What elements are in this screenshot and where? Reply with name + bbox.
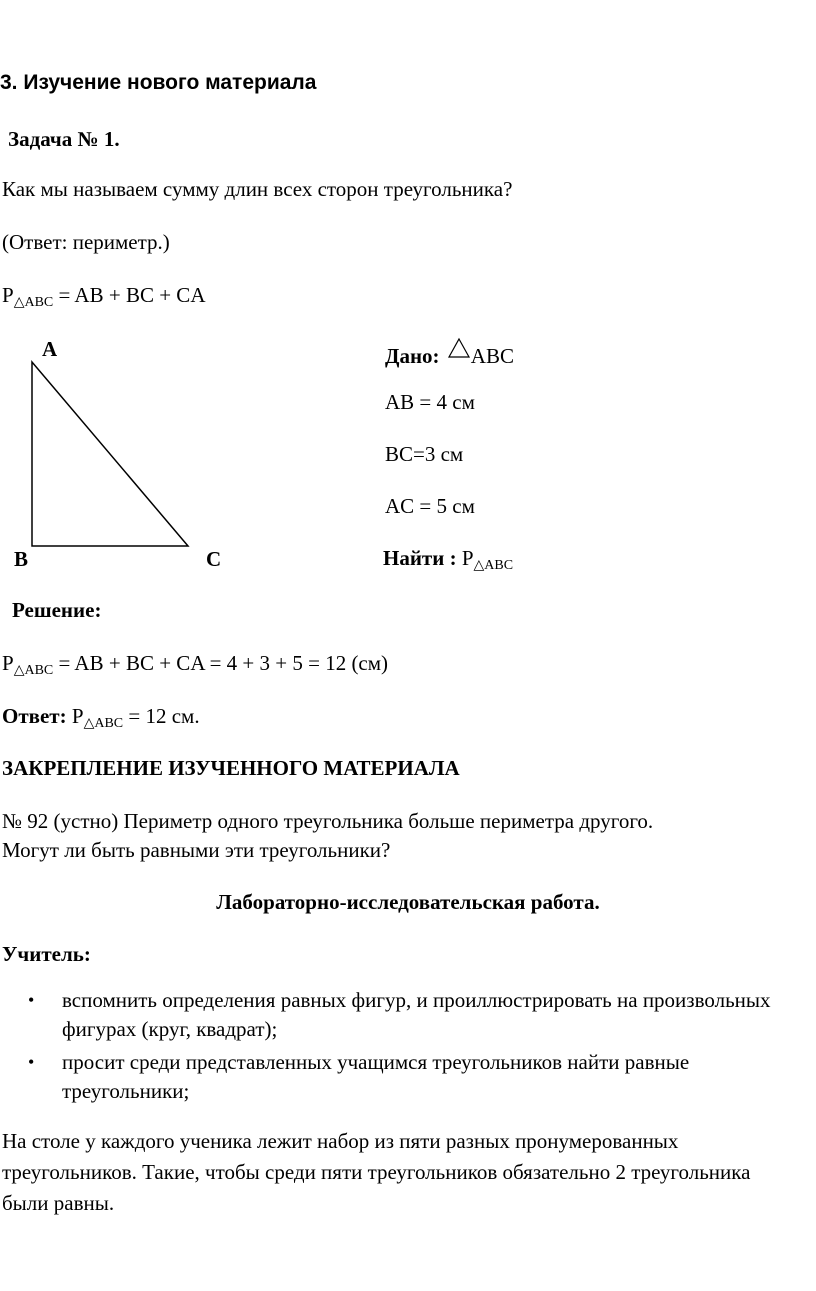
given-ac: AC = 5 см [385,494,475,518]
task-question: Как мы называем сумму длин всех сторон треугольника? [2,177,513,201]
answer-label: Ответ: [2,704,67,728]
consolidation-title: ЗАКРЕПЛЕНИЕ ИЗУЧЕННОГО МАТЕРИАЛА [2,756,460,780]
formula-rest: = AB + BC + CA [53,283,206,307]
given-bc: BC=3 см [385,442,464,466]
list-item: • просит среди представленных учащимся треугольников найти равные треугольники; [0,1048,802,1106]
given-label: Дано: [385,344,440,368]
solution-rest: = AB + BC + CA = 4 + 3 + 5 = 12 (см) [53,651,389,675]
given-triangle: ABC [470,344,514,368]
triangle-figure [0,0,260,600]
solution-heading: Решение: [12,598,102,622]
triangle-subscript: △ABC [13,295,54,310]
list-item: • вспомнить определения равных фигур, и проиллюстрировать на произвольных фигурах (круг, квадрат); [0,986,802,1044]
triangle-icon [447,337,471,359]
task-heading: Задача № 1. [8,127,120,151]
answer-rest: = 12 см. [123,704,200,728]
triangle-abc-shape [32,362,188,546]
given-ab: AB = 4 см [385,390,475,414]
given-line [385,337,514,369]
find-perimeter-symbol: P [461,546,474,570]
section-title: 3. Изучение нового материала [0,71,317,94]
exercise-line-2: Могут ли быть равными эти треугольники? [2,838,391,862]
find-label: Найти : [383,546,457,570]
teacher-bullet-list [0,986,802,1110]
lab-title: Лабораторно-исследовательская работа. [216,890,600,914]
vertex-b-label: B [14,547,29,571]
answer-line [2,704,200,733]
vertex-c-label: C [206,547,222,571]
find-line [383,546,513,575]
answer-perimeter-symbol: P [71,704,84,728]
vertex-a-label: A [42,337,58,361]
teacher-label: Учитель: [2,942,91,966]
solution-formula [2,651,388,680]
solution-perimeter-symbol: P [2,651,14,675]
solution-subscript: △ABC [13,663,54,678]
answer-subscript: △ABC [83,716,124,731]
answer-hint: (Ответ: периметр.) [2,230,170,254]
closing-paragraph: На столе у каждого ученика лежит набор из пяти разных пронумерованных треугольников. Такие, чтобы среди пяти треугольников обязательно 2 треугольника были равны. [2,1129,751,1215]
exercise-line-1: № 92 (устно) Периметр одного треугольника больше периметра другого. [2,809,654,833]
perimeter-symbol: P [2,283,14,307]
find-subscript: △ABC [473,558,514,573]
